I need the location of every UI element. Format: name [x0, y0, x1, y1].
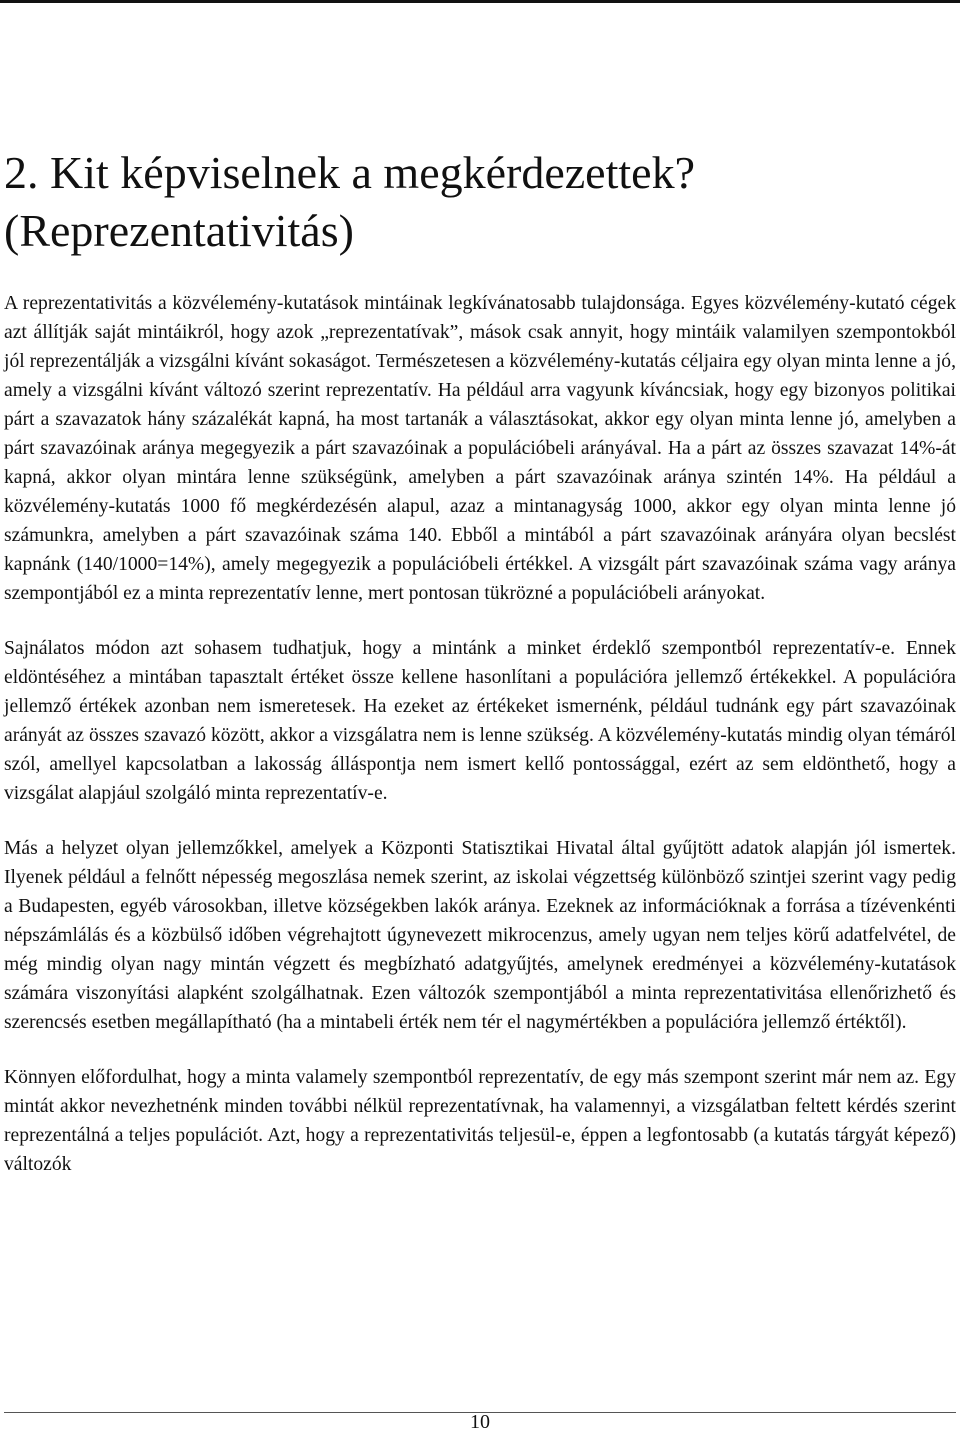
paragraph-4: Könnyen előfordulhat, hogy a minta valamely szempontból reprezentatív, de egy más szempont szerint már nem az. Egy mintát akkor nevezhetnénk minden további nélkül reprezentatívnak, ha valamennyi, a vizsgálatban feltett kérdés szerint reprezentálná a teljes populációt. Azt, hogy a reprezentativitás teljesül-e, éppen a legfontosabb (a kutatás tárgyát képező) változók: [4, 1067, 956, 1175]
paragraph-3: Más a helyzet olyan jellemzőkkel, amelyek a Központi Statisztikai Hivatal által gyűjtött adatok alapján jól ismertek. Ilyenek például a felnőtt népesség megoszlása nemek szerint, az iskolai végzettség különböző szintjei szerint vagy pedig a Budapesten, egyéb városokban, illetve községekben lakók aránya. Ezeknek az információknak a forrása a tízévenkénti népszámlálás és a közbülső időben végrehajtott úgynevezett mikrocenzus, amely ugyan nem teljes körű adatfelvétel, de még mindig olyan nagy mintán végzett és megbízható adatgyűjtés, amelynek eredményei a közvélemény-kutatások számára viszonyítási alapként szolgálhatnak. Ezen változók szempontjából a minta reprezentativitása ellenőrizhető és szerencsés esetben megállapítható (ha a mintabeli érték nem tér el nagymértékben a populációra jellemző értéktől).: [4, 838, 956, 1033]
page-number: 10: [470, 1411, 490, 1433]
paragraph-2: Sajnálatos módon azt sohasem tudhatjuk, hogy a mintánk a minket érdeklő szempontból reprezentatív-e. Ennek eldöntéséhez a mintában tapasztalt értéket össze kellene hasonlítani a populációra jellemző értékekkel. A populációra jellemző értékek azonban nem ismeretesek. Ha ezeket az értékeket ismernénk, például tudnánk egy párt szavazóinak arányát az összes szavazó között, akkor a vizsgálatra nem is lenne szükség. A közvélemény-kutatás mindig olyan témáról szól, amellyel kapcsolatban a lakosság álláspontja nem ismert kellő pontossággal, ezért az sem eldönthető, hogy a vizsgálat alapjául szolgáló minta reprezentatív-e.: [4, 638, 956, 804]
section-heading-line-1: 2. Kit képviselnek a megkérdezettek?: [4, 147, 695, 198]
section-heading-line-2: (Reprezentativitás): [4, 205, 354, 256]
top-border-line: [0, 0, 960, 3]
section-heading: [4, 144, 954, 260]
paragraph-1: A reprezentativitás a közvélemény-kutatások mintáinak legkívánatosabb tulajdonsága. Egyes közvélemény-kutató cégek azt állítják saját mintáikról, hogy azok „reprezentatívak”, mások csak annyit, hogy mintáik valamilyen szempontokból jól reprezentálják a vizsgálni kívánt sokaságot. Természetesen a közvélemény-kutatás céljaira egy olyan minta lenne a jó, amely a vizsgálni kívánt változó szerint reprezentatív. Ha például arra vagyunk kíváncsiak, hogy egy bizonyos politikai párt a szavazatok hány százalékát kapná, ha most tartanák a választásokat, akkor egy olyan minta lenne jó, amelyben a párt szavazóinak aránya megegyezik a párt szavazóinak a populációbeli arányával. Ha a párt az összes szavazat 14%-át kapná, akkor olyan mintára lenne szükségünk, amelyben a párt szavazóinak aránya szintén 14%. Ha például a közvélemény-kutatás 1000 fő megkérdezésén alapul, azaz a mintanagyság 1000, akkor egy olyan minta lenne jó számunkra, amelyben a párt szavazóinak száma 140. Ebből a mintából a párt szavazóinak arányára olyan becslést kapnánk (140/1000=14%), amely megegyezik a populációbeli értékkel. A vizsgált párt szavazóinak száma vagy aránya szempontjából ez a minta reprezentatív lenne, mert pontosan tükrözné a populációbeli arányokat.: [4, 293, 956, 604]
document-body: [4, 289, 956, 1179]
